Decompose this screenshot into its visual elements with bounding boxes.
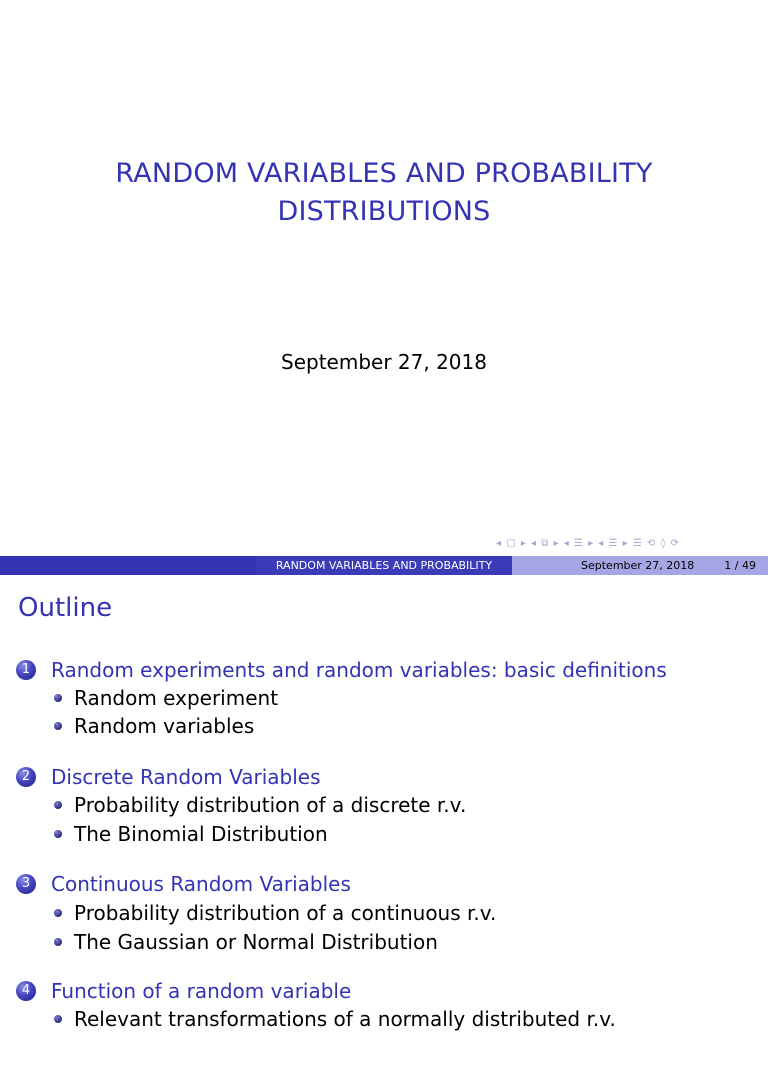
bullet-icon xyxy=(54,938,62,946)
presentation-title xyxy=(0,155,768,231)
bullet-icon xyxy=(54,694,62,702)
outline-section-2[interactable] xyxy=(0,762,768,869)
subsection-label[interactable]: The Binomial Distribution xyxy=(74,822,328,846)
outline-section-3[interactable] xyxy=(0,869,768,976)
outline-section-4[interactable] xyxy=(0,976,768,1083)
footer-date: September 27, 2018 xyxy=(581,559,695,572)
section-title[interactable]: Random experiments and random variables: basic definitions xyxy=(51,658,667,682)
footer-right-block xyxy=(512,556,768,575)
subsection-label[interactable]: Probability distribution of a discrete r.v. xyxy=(74,793,467,817)
title-line-1: RANDOM VARIABLES AND PROBABILITY xyxy=(115,158,653,189)
bullet-icon xyxy=(54,830,62,838)
bullet-icon xyxy=(54,801,62,809)
section-title[interactable]: Discrete Random Variables xyxy=(51,765,321,789)
section-number-ball: 4 xyxy=(16,981,36,1001)
section-title[interactable]: Function of a random variable xyxy=(51,979,352,1003)
outline-section-1[interactable] xyxy=(0,655,768,762)
title-line-2: DISTRIBUTIONS xyxy=(277,196,491,227)
presentation-date: September 27, 2018 xyxy=(281,350,487,374)
slide-footer xyxy=(0,556,768,575)
footer-page-number: 1 / 49 xyxy=(724,559,756,572)
subsection-label[interactable]: Random experiment xyxy=(74,686,279,710)
footer-left-block xyxy=(0,556,256,575)
subsection-label[interactable]: Relevant transformations of a normally distributed r.v. xyxy=(74,1007,616,1031)
footer-short-title: RANDOM VARIABLES AND PROBABILITY xyxy=(256,556,512,575)
subsection-label[interactable]: Probability distribution of a continuous r.v. xyxy=(74,901,497,925)
subsection-label[interactable]: Random variables xyxy=(74,714,255,738)
outline-sections xyxy=(0,655,768,1083)
section-number-ball: 1 xyxy=(16,660,36,680)
section-title[interactable]: Continuous Random Variables xyxy=(51,872,351,896)
bullet-icon xyxy=(54,1015,62,1023)
navigation-symbols[interactable]: ◂ ▢ ▸ ◂ ⧉ ▸ ◂ ☰ ▸ ◂ ☰ ▸ ☰ ⟲ ◊ ⟳ xyxy=(496,538,681,549)
outline-slide xyxy=(0,575,768,1031)
outline-heading: Outline xyxy=(18,593,113,623)
bullet-icon xyxy=(54,909,62,917)
section-number-ball: 3 xyxy=(16,874,36,894)
section-number-ball: 2 xyxy=(16,767,36,787)
bullet-icon xyxy=(54,722,62,730)
subsection-label[interactable]: The Gaussian or Normal Distribution xyxy=(74,930,438,954)
